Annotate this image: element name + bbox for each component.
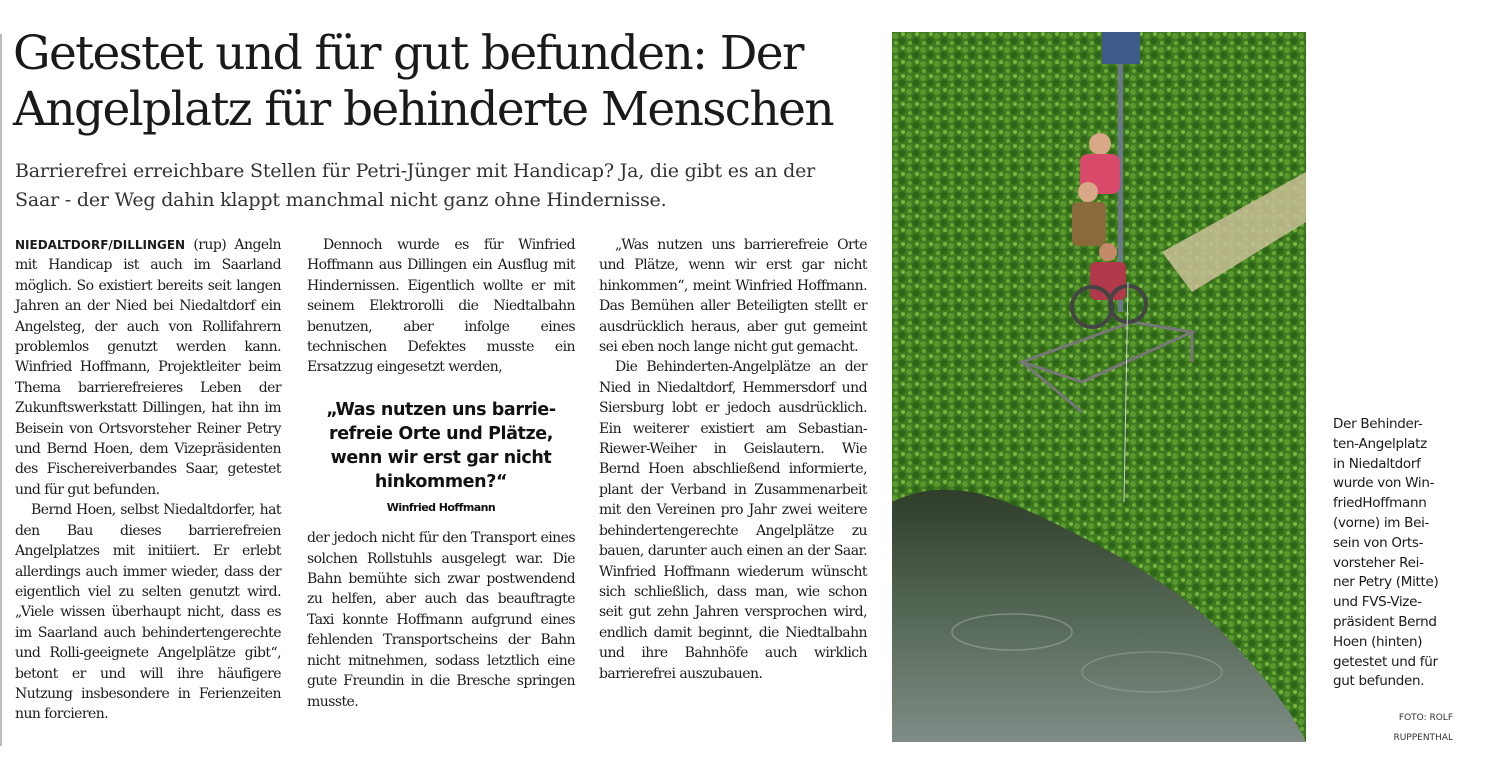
pull-quote-line: refreie Orte und Plätze,	[328, 423, 554, 444]
article-column-2	[307, 235, 575, 712]
article-paragraph: der jedoch nicht für den Transport eines solchen Rollstuhls ausgelegt war. Die Bahn bemühte sich zwar postwendend zu helfen, aber auch das beauftragte Taxi konnte Hoffmann aufgrund eines fehlenden Transportscheins der Bahn nicht mitnehmen, sodass letztlich eine gute Freundin in die Bresche springen musste.	[307, 530, 575, 710]
caption-line: ten-Angelplatz	[1333, 435, 1427, 452]
caption-line: präsident Bernd	[1333, 613, 1437, 630]
pull-quote-line: „Was nutzen uns barrie-	[326, 399, 556, 420]
fishing-spot-photo	[892, 32, 1306, 742]
subheadline	[15, 157, 875, 215]
caption-line: sein von Orts-	[1333, 534, 1424, 551]
subheadline-line-1: Barrierefrei erreichbare Stellen für Petri-Jünger mit Handicap? Ja, die gibt es an der	[15, 160, 816, 182]
caption-line: getestet und für	[1333, 653, 1438, 670]
article-paragraph: Die Behinderten-Angelplätze an der Nied in Niedaltdorf, Hemmersdorf und Siersburg lobt er jedoch ausdrücklich. Ein weiterer existiert am Sebastian-Riewer-Weiher in Geislautern. Wie Bernd Hoen abschließend informierte, plant der Verband in Zusammenarbeit mit den Vereinen pro Jahr zwei weitere behindertengerechte Angelplätze zu bauen, darunter auch einen an der Saar. Winfried Hoffmann wiederum wünscht sich schließlich, dass man, wie schon seit gut zehn Jahren versprochen wird, endlich damit beginnt, die Niedtalbahn und ihre Bahnhöfe auch wirklich barrierefrei auszubauen.	[599, 359, 867, 682]
pull-quote-line: hinkommen?“	[374, 471, 508, 492]
credit-line: RUPPENTHAL	[1393, 733, 1453, 743]
caption-line: Der Behinder-	[1333, 416, 1423, 432]
article-column-1	[15, 235, 281, 725]
photo-caption	[1333, 415, 1463, 692]
article-paragraph: Dennoch wurde es für Winfried Hoffmann aus Dillingen ein Ausflug mit Hindernissen. Eigentlich wollte er mit seinem Elektrorolli die Niedtalbahn benutzen, aber infolge eines technischen Defektes musste ein Ersatzzug eingesetzt werden,	[307, 237, 575, 376]
subheadline-line-2: Saar - der Weg dahin klappt manchmal nicht ganz ohne Hindernisse.	[15, 189, 667, 211]
pull-quote-line: wenn wir erst gar nicht	[330, 447, 552, 468]
headline	[13, 26, 873, 138]
pull-quote	[307, 398, 575, 518]
caption-line: vorsteher Rei-	[1333, 554, 1424, 571]
photo-credit	[1333, 708, 1453, 748]
caption-line: und FVS-Vize-	[1333, 594, 1422, 611]
paragraph-text: (rup) Angeln mit Handicap ist auch im Saarland möglich. So existiert bereits seit langen Jahren an der Nied bei Niedaltdorf ein Angelsteg, der auch von Rollifahrern problemlos genutzt werden kann. Winfried Hoffmann, Projektleiter beim Thema barrierefreieres Leben der Zukunftswerkstatt Dillingen, hat ihn im Beisein von Ortsvorsteher Reiner Petry und Bernd Hoen, dem Vizepräsidenten des Fischereiverbandes Saar, getestet und für gut befunden.	[15, 237, 281, 498]
article-paragraph: Bernd Hoen, selbst Niedaltdorfer, hat den Bau dieses barrierefreien Angelplatzes mit initiiert. Er erlebt allerdings auch immer wieder, dass der eigentlich viel zu selten genutzt wird. „Viele wissen überhaupt nicht, dass es im Saarland auch behindertengerechte und Rolli-geeignete Angelplätze gibt“, betont er und will ihre häufigere Nutzung insbesondere in Ferienzeiten nun forcieren.	[15, 502, 281, 723]
article-paragraph: „Was nutzen uns barrierefreie Orte und Plätze, wenn wir erst gar nicht hinkommen“, meint Winfried Hoffmann. Das Bemühen aller Beteiligten stellt er ausdrücklich heraus, aber gut gemeint sei eben noch lange nicht gut gemacht.	[599, 237, 867, 356]
caption-line: (vorne) im Bei-	[1333, 514, 1430, 531]
caption-line: Hoen (hinten)	[1333, 633, 1423, 650]
caption-line: wurde von Win-	[1333, 475, 1435, 492]
article-paragraph	[15, 235, 281, 500]
caption-line: in Niedaltdorf	[1333, 455, 1421, 472]
dateline: NIEDALTDORF/DILLINGEN	[15, 238, 186, 252]
pull-quote-text	[307, 398, 575, 494]
article-column-3	[599, 235, 867, 684]
caption-line: gut befunden.	[1333, 673, 1425, 690]
page-edge-rule	[0, 34, 2, 746]
headline-line-2: Angelplatz für behinderte Menschen	[13, 82, 834, 137]
article-photo	[892, 32, 1306, 742]
headline-line-1: Getestet und für gut befunden: Der	[13, 26, 803, 81]
credit-line: FOTO: ROLF	[1398, 713, 1453, 723]
caption-line: friedHoffmann	[1333, 495, 1427, 512]
caption-line: ner Petry (Mitte)	[1333, 574, 1439, 591]
pull-quote-author: Winfried Hoffmann	[386, 500, 496, 514]
